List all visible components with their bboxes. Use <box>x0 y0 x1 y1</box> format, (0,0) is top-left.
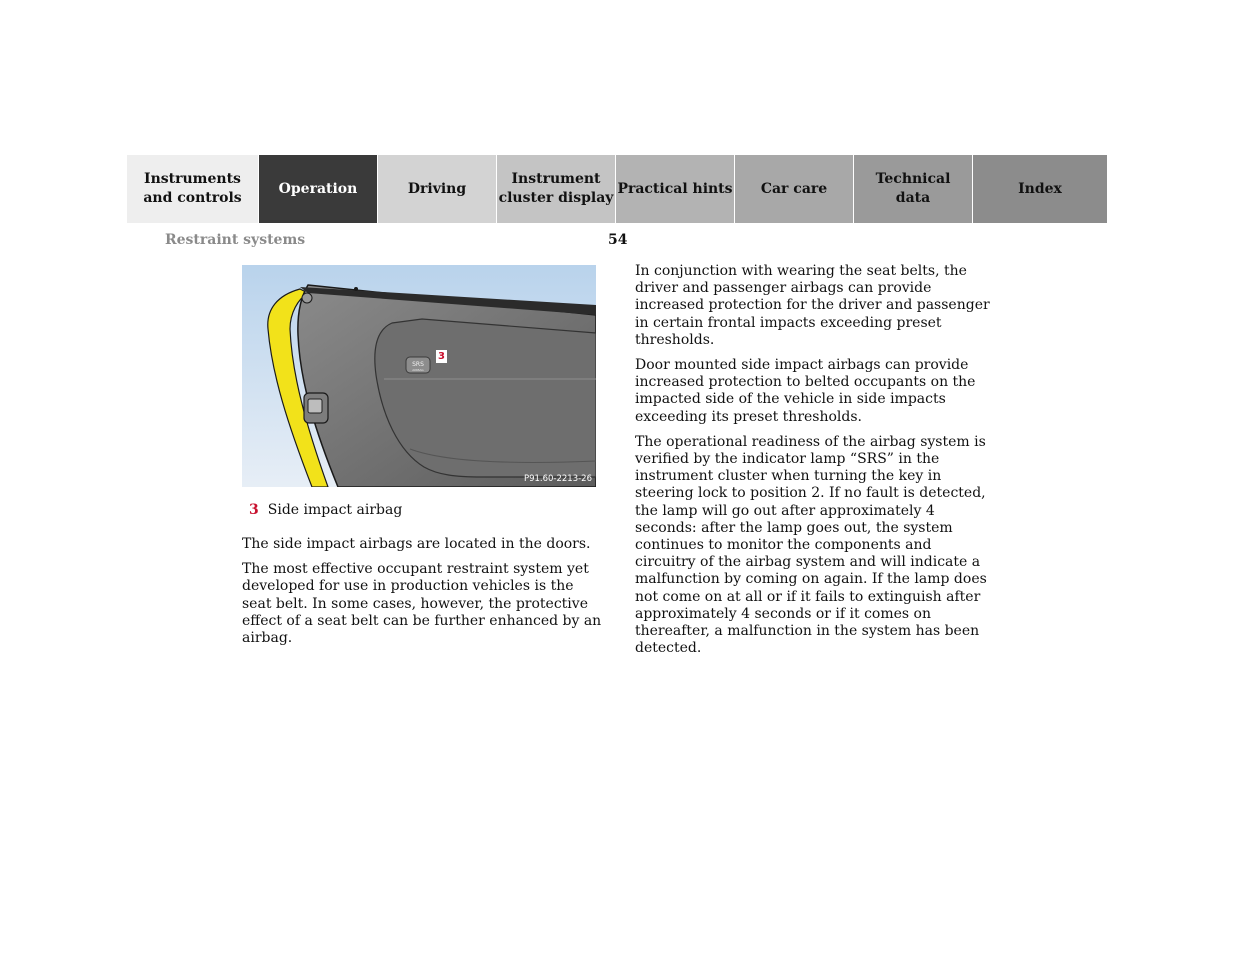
door-airbag-figure <box>242 265 596 487</box>
tab-label: Technical data <box>875 171 951 206</box>
figure-caption <box>249 502 402 518</box>
tab-technical-data[interactable] <box>854 155 973 223</box>
tab-instrument-cluster-display[interactable] <box>497 155 616 223</box>
tab-practical-hints[interactable] <box>616 155 735 223</box>
chapter-navigation <box>127 155 1108 223</box>
tab-label: Driving <box>407 180 467 197</box>
tab-label: Index <box>1018 180 1062 197</box>
paragraph: The most effective occupant restraint system yet developed for use in production vehicles is the seat belt. In some cases, however, the protective effect of a seat belt can be further enhanced by an airbag. <box>242 561 602 647</box>
door-airbag-illustration <box>242 265 596 487</box>
svg-text:AIRBAG: AIRBAG <box>412 368 424 372</box>
tab-label: Instrument cluster display <box>498 171 614 206</box>
page-number: 54 <box>608 232 628 248</box>
figure-code: P91.60-2213-26 <box>523 474 592 484</box>
paragraph: The operational readiness of the airbag system is verified by the indicator lamp “SRS” in the instrument cluster when turning the key in steering lock to position 2. If no fault is detected, the lamp will go out after approximately 4 seconds: after the lamp goes out, the system continues to monitor the components and circuitry of the airbag system and will indicate a malfunction by coming on again. If the lamp does not come on at all or if it fails to extinguish after approximately 4 seconds or if it comes on thereafter, a malfunction in the system has been detected. <box>635 433 987 657</box>
tab-instruments-and-controls[interactable] <box>127 155 259 223</box>
callout-3: 3 <box>436 350 447 363</box>
srs-badge-text: SRS <box>412 361 424 368</box>
caption-text: Side impact airbag <box>267 502 403 518</box>
tab-label: Practical hints <box>617 180 733 197</box>
tab-driving[interactable] <box>378 155 497 223</box>
section-title: Restraint systems <box>165 232 306 248</box>
tab-car-care[interactable] <box>735 155 854 223</box>
tab-label: Instruments and controls <box>143 171 242 206</box>
left-column-text <box>242 536 602 655</box>
paragraph: The side impact airbags are located in the doors. <box>242 536 591 552</box>
paragraph: In conjunction with wearing the seat belts, the driver and passenger airbags can provide increased protection for the driver and passenger in certain frontal impacts exceeding preset thresholds. <box>635 263 990 348</box>
right-column-text <box>635 263 995 665</box>
tab-label: Operation <box>278 180 358 197</box>
paragraph: Door mounted side impact airbags can provide increased protection to belted occupants on the impacted side of the vehicle in side impacts exceeding its preset thresholds. <box>635 357 976 425</box>
tab-index[interactable] <box>973 155 1108 223</box>
caption-number: 3 <box>249 502 259 518</box>
tab-label: Car care <box>760 180 828 197</box>
tab-operation[interactable] <box>259 155 378 223</box>
